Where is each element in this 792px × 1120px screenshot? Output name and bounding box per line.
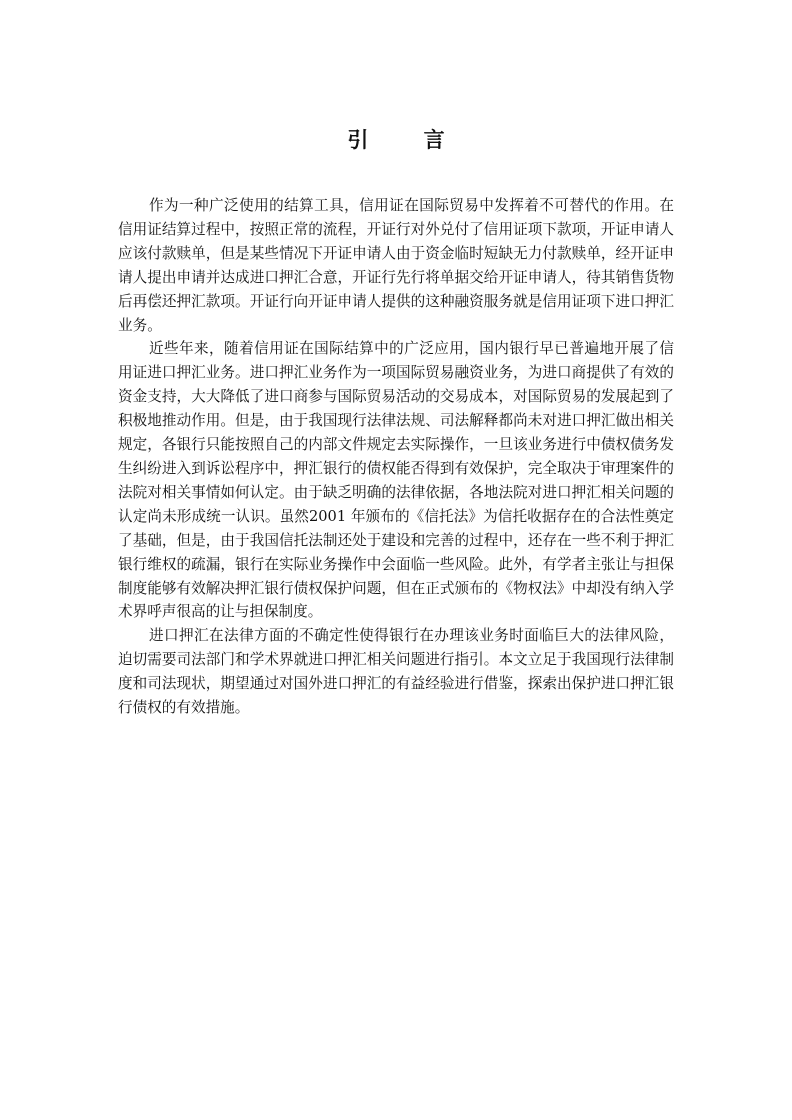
- body-text: [118, 194, 674, 720]
- paragraph-3: 进口押汇在法律方面的不确定性使得银行在办理该业务时面临巨大的法律风险，迫切需要司法部门和学术界就进口押汇相关问题进行指引。本文立足于我国现行法律制度和司法现状，期望通过对国外进口押汇的有益经验进行借鉴，探索出保护进口押汇银行债权的有效措施。: [118, 627, 674, 717]
- paragraph-1: 作为一种广泛使用的结算工具，信用证在国际贸易中发挥着不可替代的作用。在信用证结算过程中，按照正常的流程，开证行对外兑付了信用证项下款项，开证申请人应该付款赎单，但是某些情况下开证申请人由于资金临时短缺无力付款赎单，经开证申请人提出申请并达成进口押汇合意，开证行先行将单据交给开证申请人，待其销售货物后再偿还押汇款项。开证行向开证申请人提供的这种融资服务就是信用证项下进口押汇业务。: [118, 197, 674, 334]
- paragraph-2: 近些年来，随着信用证在国际结算中的广泛应用，国内银行早已普遍地开展了信用证进口押汇业务。进口押汇业务作为一项国际贸易融资业务，为进口商提供了有效的资金支持，大大降低了进口商参与国际贸易活动的交易成本，对国际贸易的发展起到了积极地推动作用。但是，由于我国现行法律法规、司法解释都尚未对进口押汇做出相关规定，各银行只能按照自己的内部文件规定去实际操作，一旦该业务进行中债权债务发生纠纷进入到诉讼程序中，押汇银行的债权能否得到有效保护，完全取决于审理案件的法院对相关事情如何认定。由于缺乏明确的法律依据，各地法院对进口押汇相关问题的认定尚未形成统一认识。虽然2001 年颁布的《信托法》为信托收据存在的合法性奠定了基础，但是，由于我国信托法制还处于建设和完善的过程中，还存在一些不利于押汇银行维权的疏漏，银行在实际业务操作中会面临一些风险。此外，有学者主张让与担保制度能够有效解决押汇银行债权保护问题，但在正式颁布的《物权法》中却没有纳入学术界呼声很高的让与担保制度。: [118, 340, 674, 621]
- page-title: 引 言: [347, 127, 469, 152]
